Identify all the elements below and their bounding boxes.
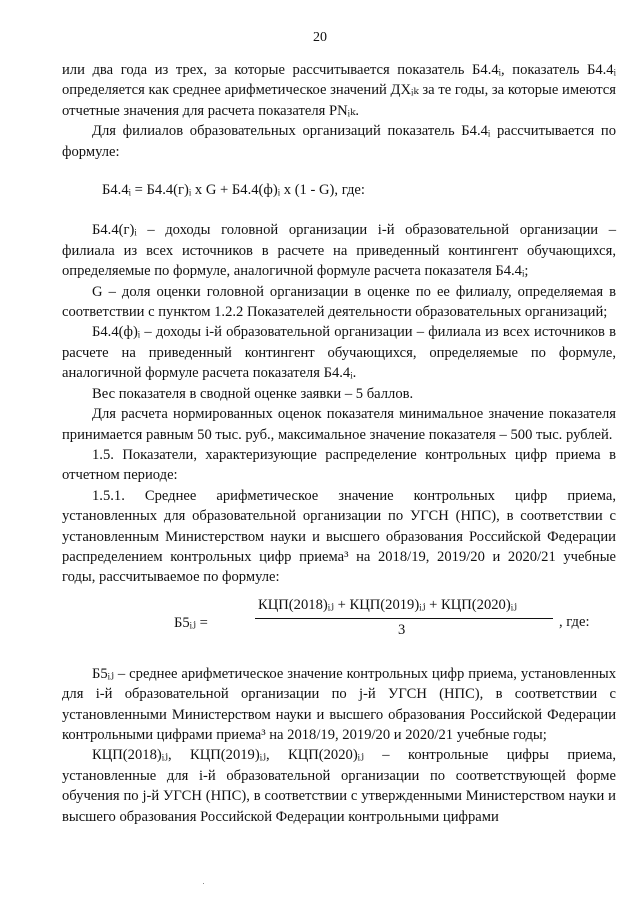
- formula-b5-suffix: , где:: [559, 613, 590, 630]
- paragraph-1-5-1: 1.5.1. Среднее арифметическое значение контрольных цифр приема, установленных для образовательной организации по УГСН (НПС), в соответствии с установленным Министерством науки и высшего образования Российской Федерации распределением контрольных цифр приема³ на 2018/19, 2019/20 и 2020/21 учебные годы, рассчитываемое по формуле:: [62, 487, 616, 586]
- definition-b44-branch: Б4.4(ф)ᵢ – доходы i-й образовательной организации – филиала из всех источников в расчете на приведенный контингент обучающихся, определяемые по формуле, аналогичной формуле расчета показателя Б4.4ᵢ.: [62, 324, 616, 382]
- definition-kcp: КЦП(2018)ᵢⱼ, КЦП(2019)ᵢⱼ, КЦП(2020)ᵢⱼ – контрольные цифры приема, установленные для i-й образовательной организации по соответствующей форме обучения по j-й УГСН (НПС), в соответствии с утвержденными Министерством науки и высшего образования Российской Федерации контрольными цифрами: [62, 747, 616, 825]
- paragraph-branches-intro: Для филиалов образовательных организаций показатель Б4.4ᵢ рассчитывается по формуле:: [62, 123, 616, 160]
- scan-speck: [203, 883, 204, 884]
- formula-b5-lhs: Б5ᵢⱼ =: [174, 614, 208, 631]
- paragraph-continuation: или два года из трех, за которые рассчитывается показатель Б4.4ᵢ, показатель Б4.4ᵢ определяется как среднее арифметическое значений ДXᵢₖ за те годы, за которые имеются отчетные значения для расчета показателя PNᵢₖ.: [62, 62, 616, 119]
- formula-b5-denominator: 3: [398, 621, 406, 638]
- paragraph-weight: Вес показателя в сводной оценке заявки – 5 баллов.: [92, 385, 414, 402]
- page-number: 20: [313, 30, 327, 45]
- fraction-bar: [255, 618, 553, 619]
- formula-b44: Б4.4ᵢ = Б4.4(г)ᵢ x G + Б4.4(ф)ᵢ x (1 - G), где:: [102, 182, 365, 199]
- definition-b5: Б5ᵢⱼ – среднее арифметическое значение контрольных цифр приема, установленных для i-й образовательной организации по j-й УГСН (НПС), в соответствии с установленными Министерством науки и высшего образования Российской Федерации контрольными цифрами приема³ на 2018/19, 2019/20 и 2020/21 учебные годы;: [62, 665, 616, 743]
- formula-b5-numerator: КЦП(2018)ᵢⱼ + КЦП(2019)ᵢⱼ + КЦП(2020)ᵢⱼ: [258, 596, 517, 613]
- formula-b5: [62, 596, 616, 654]
- paragraph-normalization: Для расчета нормированных оценок показателя минимальное значение показателя принимается равным 50 тыс. руб., максимальное значение показателя – 500 тыс. рублей.: [62, 406, 616, 443]
- body-text: [62, 60, 616, 827]
- definition-g: G – доля оценки головной организации в оценке по ее филиалу, определяемая в соответствии с пунктом 1.2.2 Показателей деятельности образовательных организаций;: [62, 283, 616, 321]
- section-heading-1-5: 1.5. Показатели, характеризующие распределение контрольных цифр приема в отчетном периоде:: [62, 446, 616, 484]
- definition-b44-head: Б4.4(г)ᵢ – доходы головной организации i-й образовательной организации – филиала из всех источников в расчете на приведенный контингент обучающихся, определяемые по формуле, аналогичной формуле расчета показателя Б4.4ᵢ;: [62, 222, 616, 280]
